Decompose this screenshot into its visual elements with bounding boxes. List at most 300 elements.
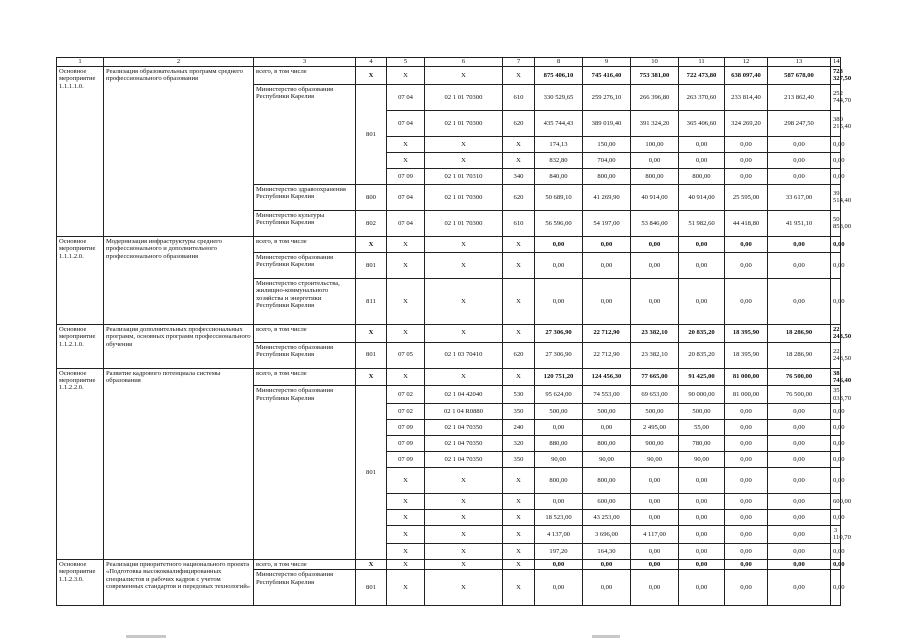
- amount-cell: 900,00: [631, 436, 679, 452]
- amount-cell: 23 382,10: [631, 342, 679, 368]
- amount-cell: 0,00: [679, 152, 725, 168]
- amount-cell: 0,00: [631, 152, 679, 168]
- section-code: X: [387, 468, 425, 494]
- responsible-executor: Министерство образования Республики Карелия: [254, 84, 356, 184]
- expense-type: X: [503, 468, 535, 494]
- amount-cell: 0,00: [725, 152, 768, 168]
- amount-cell: 0,00: [768, 510, 831, 526]
- target-article: X: [425, 324, 503, 342]
- column-number: 13: [768, 58, 831, 67]
- amount-cell: 0,00: [768, 526, 831, 544]
- amount-cell: 50 689,10: [535, 184, 583, 210]
- amount-cell: 95 624,00: [535, 386, 583, 404]
- target-article: X: [425, 152, 503, 168]
- amount-cell: 51 982,60: [679, 210, 725, 236]
- expense-type: X: [503, 494, 535, 510]
- grbs-code: 801: [356, 386, 387, 560]
- amount-cell: 600,00: [831, 494, 841, 510]
- target-article: 02 1 04 42040: [425, 386, 503, 404]
- amount-cell: 90,00: [583, 452, 631, 468]
- grbs-code: 802: [356, 210, 387, 236]
- expense-type: X: [503, 152, 535, 168]
- expense-type: 530: [503, 386, 535, 404]
- target-article: X: [425, 236, 503, 252]
- amount-cell: 722 473,80: [679, 67, 725, 85]
- amount-cell: 197,20: [535, 543, 583, 559]
- amount-cell: 704,00: [583, 152, 631, 168]
- amount-cell: 263 370,60: [679, 84, 725, 110]
- amount-cell: 0,00: [831, 468, 841, 494]
- amount-cell: 753 381,00: [631, 67, 679, 85]
- section-code: X: [387, 526, 425, 544]
- amount-cell: 100,00: [631, 136, 679, 152]
- amount-cell: 69 653,00: [631, 386, 679, 404]
- responsible-executor: Министерство здравоохранения Республики Карелия: [254, 184, 356, 210]
- column-number: 14: [831, 58, 841, 67]
- target-article: X: [425, 278, 503, 324]
- amount-cell: 3 696,00: [583, 526, 631, 544]
- grbs-code: X: [356, 67, 387, 85]
- amount-cell: 0,00: [679, 494, 725, 510]
- column-number: 7: [503, 58, 535, 67]
- target-article: X: [425, 559, 503, 569]
- amount-cell: 0,00: [831, 436, 841, 452]
- amount-cell: 22 712,90: [583, 342, 631, 368]
- amount-cell: 800,00: [583, 168, 631, 184]
- column-number: 10: [631, 58, 679, 67]
- amount-cell: 0,00: [768, 559, 831, 569]
- amount-cell: 43 253,00: [583, 510, 631, 526]
- amount-cell: 40 914,00: [631, 184, 679, 210]
- amount-cell: 0,00: [583, 570, 631, 606]
- amount-cell: 500,00: [583, 404, 631, 420]
- amount-cell: 0,00: [725, 436, 768, 452]
- section-code: 07 05: [387, 342, 425, 368]
- amount-cell: 324 269,20: [725, 110, 768, 136]
- amount-cell: 0,00: [631, 570, 679, 606]
- amount-cell: 0,00: [631, 468, 679, 494]
- amount-cell: 41 951,10: [768, 210, 831, 236]
- amount-cell: 22 243,50: [831, 342, 841, 368]
- amount-cell: 0,00: [583, 236, 631, 252]
- amount-cell: 252 744,70: [831, 84, 841, 110]
- amount-cell: 55,00: [679, 420, 725, 436]
- responsible-executor: всего, в том числе: [254, 236, 356, 252]
- amount-cell: 3 110,70: [831, 526, 841, 544]
- amount-cell: 800,00: [583, 436, 631, 452]
- activity-name: Реализация дополнительных профессиональных программ, основных программ профессионального обучения: [104, 324, 254, 368]
- amount-cell: 0,00: [725, 168, 768, 184]
- grbs-code: 801: [356, 84, 387, 184]
- amount-cell: 0,00: [631, 543, 679, 559]
- amount-cell: 2 495,00: [631, 420, 679, 436]
- target-article: X: [425, 570, 503, 606]
- total-row: [57, 67, 841, 85]
- amount-cell: 298 247,50: [768, 110, 831, 136]
- amount-cell: 0,00: [535, 494, 583, 510]
- amount-cell: 0,00: [831, 152, 841, 168]
- amount-cell: 0,00: [725, 494, 768, 510]
- amount-cell: 0,00: [831, 136, 841, 152]
- target-article: 02 1 01 70300: [425, 84, 503, 110]
- amount-cell: 18 523,00: [535, 510, 583, 526]
- amount-cell: 0,00: [831, 278, 841, 324]
- expense-type: 610: [503, 84, 535, 110]
- amount-cell: 90,00: [535, 452, 583, 468]
- amount-cell: 53 846,00: [631, 210, 679, 236]
- amount-cell: 0,00: [768, 404, 831, 420]
- section-code: X: [387, 324, 425, 342]
- amount-cell: 0,00: [535, 559, 583, 569]
- amount-cell: 50 853,00: [831, 210, 841, 236]
- amount-cell: 0,00: [583, 252, 631, 278]
- amount-cell: 500,00: [535, 404, 583, 420]
- amount-cell: 23 382,10: [631, 324, 679, 342]
- expense-type: 620: [503, 110, 535, 136]
- target-article: X: [425, 468, 503, 494]
- grbs-code: 801: [356, 252, 387, 278]
- amount-cell: 233 814,40: [725, 84, 768, 110]
- amount-cell: 0,00: [679, 570, 725, 606]
- amount-cell: 0,00: [831, 168, 841, 184]
- amount-cell: 0,00: [831, 543, 841, 559]
- amount-cell: 875 406,10: [535, 67, 583, 85]
- expense-type: 610: [503, 210, 535, 236]
- amount-cell: 391 324,20: [631, 110, 679, 136]
- amount-cell: 0,00: [725, 252, 768, 278]
- amount-cell: 0,00: [535, 570, 583, 606]
- target-article: X: [425, 252, 503, 278]
- expense-type: X: [503, 570, 535, 606]
- responsible-executor: всего, в том числе: [254, 559, 356, 569]
- column-numbers-row: [57, 58, 841, 67]
- expense-type: X: [503, 526, 535, 544]
- grbs-code: X: [356, 236, 387, 252]
- amount-cell: 832,80: [535, 152, 583, 168]
- amount-cell: 22 243,50: [831, 324, 841, 342]
- target-article: 02 1 04 70350: [425, 452, 503, 468]
- amount-cell: 500,00: [631, 404, 679, 420]
- section-code: X: [387, 559, 425, 569]
- target-article: X: [425, 526, 503, 544]
- amount-cell: 0,00: [679, 543, 725, 559]
- amount-cell: 77 665,00: [631, 368, 679, 386]
- target-article: 02 1 04 70350: [425, 436, 503, 452]
- expense-type: X: [503, 559, 535, 569]
- amount-cell: 0,00: [535, 236, 583, 252]
- section-code: 07 02: [387, 404, 425, 420]
- amount-cell: 780,00: [679, 436, 725, 452]
- total-row: [57, 559, 841, 569]
- section-code: X: [387, 236, 425, 252]
- expense-type: X: [503, 136, 535, 152]
- responsible-executor: всего, в том числе: [254, 67, 356, 85]
- expense-type: X: [503, 368, 535, 386]
- budget-table: [56, 57, 852, 606]
- section-code: 07 09: [387, 168, 425, 184]
- amount-cell: 0,00: [768, 278, 831, 324]
- column-number: 6: [425, 58, 503, 67]
- amount-cell: 800,00: [679, 168, 725, 184]
- amount-cell: 54 197,00: [583, 210, 631, 236]
- amount-cell: 0,00: [725, 404, 768, 420]
- section-code: 07 04: [387, 184, 425, 210]
- expense-type: X: [503, 252, 535, 278]
- column-number: 1: [57, 58, 104, 67]
- target-article: X: [425, 368, 503, 386]
- target-article: 02 1 01 70310: [425, 168, 503, 184]
- amount-cell: 81 000,00: [725, 386, 768, 404]
- amount-cell: 4 137,00: [535, 526, 583, 544]
- amount-cell: 840,00: [535, 168, 583, 184]
- target-article: 02 1 04 70350: [425, 420, 503, 436]
- amount-cell: 213 862,40: [768, 84, 831, 110]
- amount-cell: 76 500,00: [768, 368, 831, 386]
- responsible-executor: Министерство образования Республики Карелия: [254, 386, 356, 560]
- target-article: X: [425, 543, 503, 559]
- total-row: [57, 236, 841, 252]
- amount-cell: 0,00: [725, 559, 768, 569]
- amount-cell: 0,00: [725, 136, 768, 152]
- amount-cell: 330 529,65: [535, 84, 583, 110]
- amount-cell: 0,00: [768, 236, 831, 252]
- amount-cell: 587 678,00: [768, 67, 831, 85]
- amount-cell: 41 269,90: [583, 184, 631, 210]
- amount-cell: 0,00: [831, 420, 841, 436]
- amount-cell: 0,00: [679, 236, 725, 252]
- grbs-code: 811: [356, 278, 387, 324]
- activity-code: Основное мероприятие 1.1.2.2.0.: [57, 368, 104, 559]
- amount-cell: 745 416,40: [583, 67, 631, 85]
- amount-cell: 22 712,90: [583, 324, 631, 342]
- amount-cell: 20 835,20: [679, 342, 725, 368]
- amount-cell: 0,00: [679, 252, 725, 278]
- amount-cell: 150,00: [583, 136, 631, 152]
- amount-cell: 25 595,00: [725, 184, 768, 210]
- amount-cell: 638 097,40: [725, 67, 768, 85]
- grbs-code: 801: [356, 342, 387, 368]
- expense-type: 350: [503, 452, 535, 468]
- amount-cell: 0,00: [725, 236, 768, 252]
- target-article: X: [425, 136, 503, 152]
- column-number: 4: [356, 58, 387, 67]
- expense-type: X: [503, 510, 535, 526]
- amount-cell: 91 425,00: [679, 368, 725, 386]
- section-code: 07 04: [387, 84, 425, 110]
- grbs-code: X: [356, 324, 387, 342]
- activity-code: Основное мероприятие 1.1.1.1.0.: [57, 67, 104, 237]
- responsible-executor: Министерство образования Республики Карелия: [254, 570, 356, 606]
- amount-cell: 800,00: [631, 168, 679, 184]
- amount-cell: 0,00: [768, 252, 831, 278]
- amount-cell: 0,00: [725, 570, 768, 606]
- amount-cell: 600,00: [583, 494, 631, 510]
- section-code: X: [387, 252, 425, 278]
- amount-cell: 0,00: [768, 570, 831, 606]
- amount-cell: 0,00: [583, 559, 631, 569]
- responsible-executor: Министерство образования Республики Карелия: [254, 252, 356, 278]
- amount-cell: 0,00: [725, 420, 768, 436]
- amount-cell: 90 000,00: [679, 386, 725, 404]
- amount-cell: 389 019,40: [583, 110, 631, 136]
- amount-cell: 40 914,00: [679, 184, 725, 210]
- amount-cell: 500,00: [679, 404, 725, 420]
- grbs-code: 801: [356, 570, 387, 606]
- section-code: 07 04: [387, 210, 425, 236]
- amount-cell: 0,00: [768, 136, 831, 152]
- section-code: 07 02: [387, 386, 425, 404]
- expense-type: 340: [503, 168, 535, 184]
- amount-cell: 44 418,80: [725, 210, 768, 236]
- amount-cell: 880,00: [535, 436, 583, 452]
- target-article: 02 1 01 70300: [425, 184, 503, 210]
- amount-cell: 0,00: [831, 510, 841, 526]
- section-code: X: [387, 278, 425, 324]
- target-article: 02 1 03 70410: [425, 342, 503, 368]
- target-article: X: [425, 67, 503, 85]
- section-code: X: [387, 152, 425, 168]
- amount-cell: 266 396,80: [631, 84, 679, 110]
- amount-cell: 0,00: [631, 510, 679, 526]
- amount-cell: 38 746,40: [831, 368, 841, 386]
- amount-cell: 0,00: [535, 252, 583, 278]
- amount-cell: 18 395,90: [725, 324, 768, 342]
- amount-cell: 0,00: [679, 278, 725, 324]
- amount-cell: 0,00: [725, 468, 768, 494]
- activity-code: Основное мероприятие 1.1.1.2.0.: [57, 236, 104, 324]
- table-body: [57, 67, 852, 606]
- amount-cell: 0,00: [725, 452, 768, 468]
- amount-cell: 0,00: [768, 152, 831, 168]
- amount-cell: 0,00: [631, 494, 679, 510]
- amount-cell: 4 117,00: [631, 526, 679, 544]
- expense-type: X: [503, 236, 535, 252]
- expense-type: 320: [503, 436, 535, 452]
- amount-cell: 800,00: [583, 468, 631, 494]
- amount-cell: 27 306,90: [535, 342, 583, 368]
- responsible-executor: Министерство строительства, жилищно-коммунального хозяйства и энергетики Республики Карелия: [254, 278, 356, 324]
- column-number: 12: [725, 58, 768, 67]
- expense-type: X: [503, 278, 535, 324]
- section-code: 07 09: [387, 420, 425, 436]
- amount-cell: 800,00: [535, 468, 583, 494]
- amount-cell: 0,00: [831, 452, 841, 468]
- amount-cell: 74 553,00: [583, 386, 631, 404]
- amount-cell: 39 514,40: [831, 184, 841, 210]
- amount-cell: 0,00: [725, 543, 768, 559]
- amount-cell: 0,00: [679, 526, 725, 544]
- activity-name: Развитие кадрового потенциала системы образования: [104, 368, 254, 559]
- grbs-code: X: [356, 368, 387, 386]
- amount-cell: 18 395,90: [725, 342, 768, 368]
- target-article: X: [425, 510, 503, 526]
- expense-type: X: [503, 324, 535, 342]
- column-number: 2: [104, 58, 254, 67]
- grbs-code: X: [356, 559, 387, 569]
- section-code: X: [387, 543, 425, 559]
- target-article: X: [425, 494, 503, 510]
- section-code: X: [387, 368, 425, 386]
- column-number: 8: [535, 58, 583, 67]
- amount-cell: 33 617,00: [768, 184, 831, 210]
- amount-cell: 174,13: [535, 136, 583, 152]
- amount-cell: 0,00: [725, 278, 768, 324]
- amount-cell: 0,00: [831, 404, 841, 420]
- amount-cell: 35 033,70: [831, 386, 841, 404]
- expense-type: 620: [503, 342, 535, 368]
- expense-type: 350: [503, 404, 535, 420]
- target-article: 02 1 04 R0880: [425, 404, 503, 420]
- amount-cell: 435 744,43: [535, 110, 583, 136]
- activity-name: Реализация приоритетного национального проекта «Подготовка высококвалифицированных специалистов и рабочих кадров с учетом современных стандартов и передовых технологий»: [104, 559, 254, 605]
- amount-cell: 0,00: [831, 559, 841, 569]
- activity-name: Реализация образовательных программ среднего профессионального образования: [104, 67, 254, 237]
- amount-cell: 18 286,90: [768, 324, 831, 342]
- amount-cell: 120 751,20: [535, 368, 583, 386]
- amount-cell: 380 215,40: [831, 110, 841, 136]
- scan-artifact: [592, 635, 620, 638]
- document-page: [56, 57, 852, 606]
- section-code: 07 09: [387, 452, 425, 468]
- target-article: 02 1 01 70300: [425, 210, 503, 236]
- activity-name: Модернизация инфраструктуры среднего профессионального и дополнительного профессионального образования: [104, 236, 254, 324]
- total-row: [57, 324, 841, 342]
- expense-type: X: [503, 543, 535, 559]
- amount-cell: 18 286,90: [768, 342, 831, 368]
- amount-cell: 0,00: [631, 252, 679, 278]
- amount-cell: 723 327,50: [831, 67, 841, 85]
- amount-cell: 20 835,20: [679, 324, 725, 342]
- responsible-executor: Министерство образования Республики Карелия: [254, 342, 356, 368]
- amount-cell: 0,00: [768, 436, 831, 452]
- amount-cell: 124 456,30: [583, 368, 631, 386]
- amount-cell: 0,00: [679, 136, 725, 152]
- section-code: X: [387, 570, 425, 606]
- amount-cell: 0,00: [768, 420, 831, 436]
- expense-type: 240: [503, 420, 535, 436]
- amount-cell: 0,00: [831, 252, 841, 278]
- amount-cell: 0,00: [583, 420, 631, 436]
- target-article: 02 1 01 70300: [425, 110, 503, 136]
- total-row: [57, 368, 841, 386]
- amount-cell: 259 276,10: [583, 84, 631, 110]
- section-code: X: [387, 136, 425, 152]
- activity-code: Основное мероприятие 1.1.2.3.0.: [57, 559, 104, 605]
- section-code: 07 09: [387, 436, 425, 452]
- amount-cell: 0,00: [768, 543, 831, 559]
- expense-type: X: [503, 67, 535, 85]
- amount-cell: 90,00: [679, 452, 725, 468]
- column-number: 9: [583, 58, 631, 67]
- amount-cell: 0,00: [679, 559, 725, 569]
- column-number: 11: [679, 58, 725, 67]
- amount-cell: 0,00: [768, 494, 831, 510]
- amount-cell: 0,00: [631, 236, 679, 252]
- expense-type: 620: [503, 184, 535, 210]
- responsible-executor: Министерство культуры Республики Карелия: [254, 210, 356, 236]
- scan-artifact: [126, 635, 166, 638]
- grbs-code: 800: [356, 184, 387, 210]
- amount-cell: 0,00: [679, 510, 725, 526]
- amount-cell: 76 500,00: [768, 386, 831, 404]
- column-number: 3: [254, 58, 356, 67]
- activity-code: Основное мероприятие 1.1.2.1.0.: [57, 324, 104, 368]
- amount-cell: 0,00: [768, 468, 831, 494]
- responsible-executor: всего, в том числе: [254, 324, 356, 342]
- section-code: X: [387, 494, 425, 510]
- amount-cell: 0,00: [768, 168, 831, 184]
- amount-cell: 56 596,00: [535, 210, 583, 236]
